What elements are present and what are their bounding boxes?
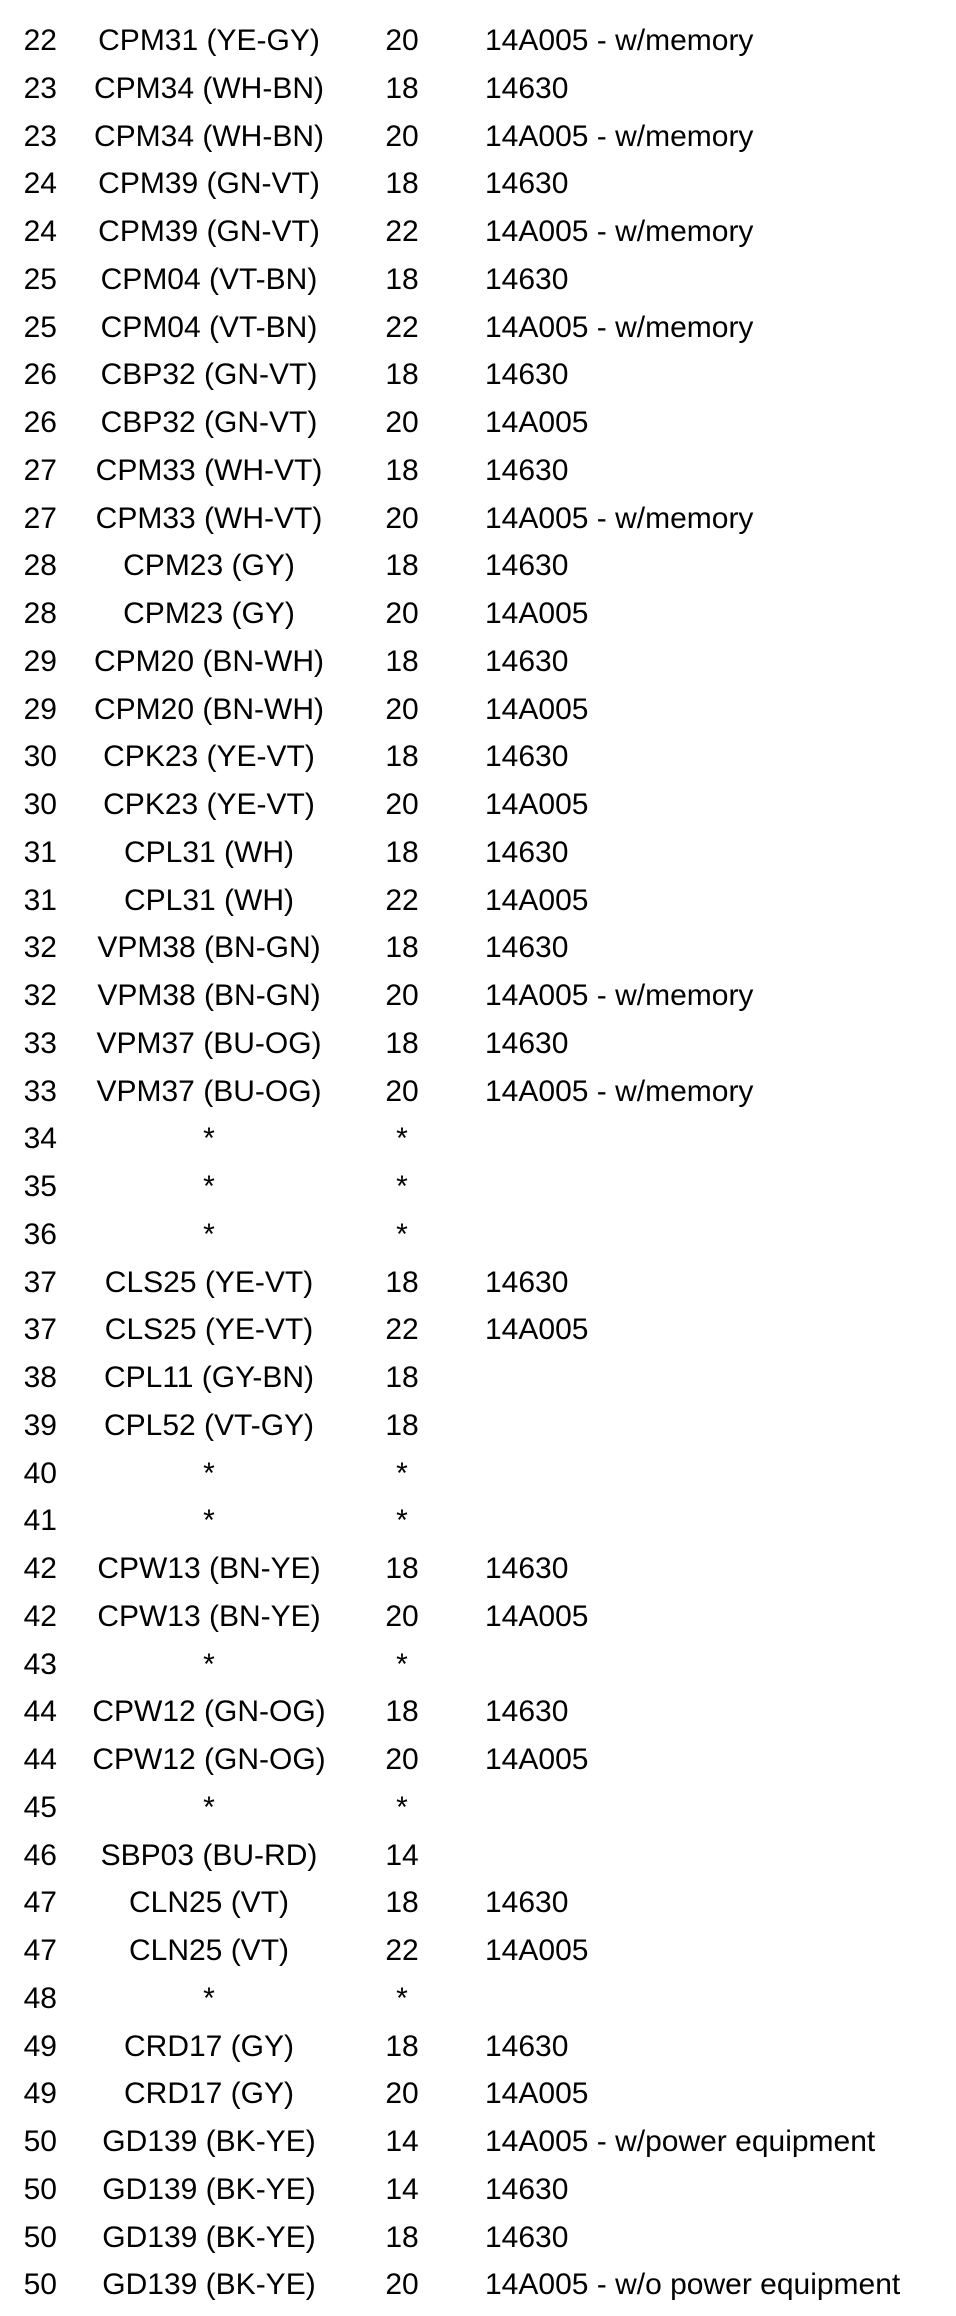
wire-gauge: 20	[385, 2077, 419, 2111]
circuit-code: CLS25 (YE-VT)	[104, 1265, 314, 1299]
pin-number: 39	[23, 1408, 57, 1442]
table-row	[0, 1306, 956, 1354]
table-row	[0, 1879, 956, 1927]
harness-part-number: 14A005	[485, 788, 589, 821]
harness-part-number: 14A005	[485, 597, 589, 630]
pin-number: 44	[23, 1743, 57, 1776]
wire-gauge: 18	[385, 71, 419, 105]
circuit-code: SBP03 (BU-RD)	[100, 1838, 318, 1872]
harness-part-number: 14630	[485, 835, 569, 869]
circuit-code: GD139 (BK-YE)	[102, 2172, 316, 2206]
circuit-code: *	[203, 1504, 215, 1538]
circuit-code: CPL52 (VT-GY)	[103, 1408, 315, 1442]
wire-gauge: 20	[385, 597, 419, 630]
table-row	[0, 972, 956, 1020]
circuit-code: CPK23 (YE-VT)	[103, 788, 315, 821]
wire-gauge: 20	[385, 1743, 419, 1776]
circuit-code: CPM33 (WH-VT)	[95, 501, 323, 535]
harness-part-number: 14630	[485, 2220, 569, 2254]
circuit-code: GD139 (BK-YE)	[102, 2220, 316, 2254]
pin-number: 36	[23, 1217, 57, 1251]
harness-part-number: 14630	[485, 2029, 569, 2063]
circuit-code: *	[203, 1170, 215, 1203]
harness-part-number: 14630	[485, 1265, 569, 1299]
harness-part-number: 14A005 - w/memory	[485, 501, 754, 535]
pin-number: 31	[23, 835, 57, 869]
wire-gauge: 18	[385, 262, 419, 296]
pin-number: 41	[23, 1504, 57, 1538]
wire-gauge: 20	[385, 501, 419, 535]
table-row	[0, 2118, 956, 2166]
circuit-code: CPL31 (WH)	[123, 883, 295, 917]
table-row	[0, 256, 956, 304]
circuit-code: VPM38 (BN-GN)	[97, 979, 321, 1012]
harness-part-number: 14A005	[485, 2077, 589, 2111]
table-row	[0, 829, 956, 877]
harness-part-number: 14A005 - w/memory	[485, 1074, 754, 1108]
harness-part-number: 14A005 - w/memory	[485, 24, 754, 57]
table-row	[0, 1736, 956, 1784]
harness-part-number: 14630	[485, 262, 569, 296]
wire-gauge: *	[396, 1217, 408, 1251]
circuit-code: GD139 (BK-YE)	[102, 2125, 316, 2158]
circuit-code: CPW12 (GN-OG)	[92, 1743, 326, 1776]
wire-gauge: 18	[385, 2220, 419, 2254]
table-row	[0, 1975, 956, 2023]
table-row	[0, 65, 956, 113]
pin-number: 28	[23, 597, 57, 630]
pin-number: 50	[23, 2268, 57, 2302]
circuit-code: CPW13 (BN-YE)	[97, 1599, 321, 1633]
circuit-code: *	[203, 1122, 215, 1156]
wire-gauge: 22	[385, 215, 419, 248]
table-row	[0, 17, 956, 65]
wire-gauge: *	[396, 1647, 408, 1681]
circuit-code: CLN25 (VT)	[128, 1886, 290, 1920]
circuit-code: CPL11 (GY-BN)	[103, 1361, 315, 1394]
circuit-code: CPM31 (YE-GY)	[98, 24, 320, 57]
circuit-code: CRD17 (GY)	[123, 2077, 295, 2111]
wire-gauge: 18	[385, 453, 419, 487]
wire-gauge: *	[396, 1456, 408, 1490]
harness-part-number: 14630	[485, 1026, 569, 1060]
harness-part-number: 14A005 - w/power equipment	[485, 2125, 876, 2158]
table-row	[0, 399, 956, 447]
wire-gauge: 18	[385, 1361, 419, 1394]
circuit-code: CPM23 (GY)	[123, 597, 295, 630]
harness-part-number: 14A005	[485, 1934, 589, 1967]
circuit-code: CPM39 (GN-VT)	[98, 215, 320, 248]
table-row	[0, 2023, 956, 2071]
table-row	[0, 495, 956, 543]
pin-number: 33	[23, 1026, 57, 1060]
circuit-code: *	[203, 1456, 215, 1490]
harness-part-number: 14A005	[485, 692, 589, 726]
wire-gauge: 14	[385, 2172, 419, 2206]
table-row	[0, 1450, 956, 1498]
pin-number: 29	[23, 692, 57, 726]
pin-number: 44	[23, 1695, 57, 1729]
harness-part-number: 14630	[485, 2172, 569, 2206]
harness-part-number: 14A005	[485, 1313, 589, 1347]
wire-gauge: 20	[385, 692, 419, 726]
table-row	[0, 1497, 956, 1545]
pin-number: 46	[23, 1838, 57, 1872]
wire-gauge: 20	[385, 24, 419, 57]
pin-number: 30	[23, 788, 57, 821]
harness-part-number: 14630	[485, 358, 569, 392]
circuit-code: GD139 (BK-YE)	[102, 2268, 316, 2302]
pin-number: 30	[23, 740, 57, 774]
wire-gauge: 22	[385, 883, 419, 917]
circuit-code: CPM39 (GN-VT)	[98, 167, 320, 201]
pin-number: 43	[23, 1647, 57, 1681]
wire-gauge: 18	[385, 549, 419, 583]
pin-number: 23	[23, 119, 57, 153]
circuit-code: CPM34 (WH-BN)	[94, 71, 324, 105]
table-row	[0, 1688, 956, 1736]
table-row	[0, 638, 956, 686]
circuit-code: CPL31 (WH)	[123, 835, 295, 869]
table-row	[0, 2070, 956, 2118]
harness-part-number: 14A005	[485, 883, 589, 917]
table-row	[0, 1211, 956, 1259]
table-row	[0, 304, 956, 352]
harness-part-number: 14A005	[485, 1743, 589, 1776]
pin-number: 24	[23, 167, 57, 201]
circuit-code: CBP32 (GN-VT)	[100, 406, 318, 439]
pin-number: 37	[23, 1313, 57, 1347]
harness-part-number: 14A005 - w/memory	[485, 215, 754, 248]
table-row	[0, 2214, 956, 2262]
wire-gauge: *	[396, 1981, 408, 2015]
table-row	[0, 542, 956, 590]
table-row	[0, 1259, 956, 1307]
circuit-code: CPW12 (GN-OG)	[92, 1695, 326, 1729]
pin-number: 23	[23, 71, 57, 105]
wire-gauge: *	[396, 1790, 408, 1824]
harness-part-number: 14630	[485, 644, 569, 678]
circuit-code: CPW13 (BN-YE)	[97, 1552, 321, 1585]
table-row	[0, 1163, 956, 1211]
pin-number: 25	[23, 310, 57, 344]
table-row	[0, 924, 956, 972]
circuit-code: *	[203, 1647, 215, 1681]
table-row	[0, 733, 956, 781]
pin-number: 42	[23, 1552, 57, 1585]
pin-number: 42	[23, 1599, 57, 1633]
table-row	[0, 1402, 956, 1450]
wire-gauge: 20	[385, 406, 419, 439]
pin-number: 49	[23, 2029, 57, 2063]
harness-part-number: 14A005	[485, 406, 589, 439]
pin-number: 38	[23, 1361, 57, 1394]
circuit-code: *	[203, 1217, 215, 1251]
table-row	[0, 1545, 956, 1593]
pin-number: 37	[23, 1265, 57, 1299]
wire-gauge: 18	[385, 644, 419, 678]
wire-gauge: 18	[385, 835, 419, 869]
pin-number: 28	[23, 549, 57, 583]
circuit-code: *	[203, 1981, 215, 2015]
circuit-code: CPM20 (BN-WH)	[94, 692, 324, 726]
harness-part-number: 14630	[485, 1886, 569, 1920]
pin-number: 48	[23, 1981, 57, 2015]
circuit-code: CPM23 (GY)	[123, 549, 295, 583]
pin-number: 40	[23, 1456, 57, 1490]
wire-gauge: *	[396, 1170, 408, 1203]
wire-gauge: 20	[385, 1074, 419, 1108]
wire-gauge: *	[396, 1122, 408, 1156]
table-row	[0, 351, 956, 399]
circuit-code: CPM33 (WH-VT)	[95, 453, 323, 487]
circuit-code: VPM37 (BU-OG)	[96, 1074, 322, 1108]
wire-gauge: 18	[385, 1886, 419, 1920]
pin-number: 45	[23, 1790, 57, 1824]
harness-part-number: 14630	[485, 167, 569, 201]
wire-gauge: 18	[385, 167, 419, 201]
harness-part-number: 14630	[485, 71, 569, 105]
pinout-table	[0, 17, 956, 2309]
wire-gauge: 18	[385, 2029, 419, 2063]
harness-part-number: 14A005 - w/memory	[485, 310, 754, 344]
table-row	[0, 447, 956, 495]
wire-gauge: 14	[385, 1838, 419, 1872]
harness-part-number: 14630	[485, 1552, 569, 1585]
table-row	[0, 686, 956, 734]
pin-number: 32	[23, 931, 57, 965]
harness-part-number: 14630	[485, 931, 569, 965]
table-row	[0, 1927, 956, 1975]
circuit-code: CPM20 (BN-WH)	[94, 644, 324, 678]
harness-part-number: 14630	[485, 453, 569, 487]
pin-number: 50	[23, 2220, 57, 2254]
table-row	[0, 1641, 956, 1689]
wire-gauge: 20	[385, 1599, 419, 1633]
harness-part-number: 14630	[485, 740, 569, 774]
pin-number: 31	[23, 883, 57, 917]
circuit-code: CRD17 (GY)	[123, 2029, 295, 2063]
circuit-code: CPM04 (VT-BN)	[100, 310, 318, 344]
pin-number: 47	[23, 1934, 57, 1967]
harness-part-number: 14A005 - w/memory	[485, 979, 754, 1012]
circuit-code: CLN25 (VT)	[128, 1934, 290, 1967]
pin-number: 32	[23, 979, 57, 1012]
harness-part-number: 14A005 - w/memory	[485, 119, 754, 153]
wire-gauge: 18	[385, 931, 419, 965]
wire-gauge: 18	[385, 358, 419, 392]
pin-number: 50	[23, 2172, 57, 2206]
wire-gauge: 18	[385, 740, 419, 774]
wire-gauge: 14	[385, 2125, 419, 2158]
harness-part-number: 14630	[485, 549, 569, 583]
table-row	[0, 1020, 956, 1068]
table-row	[0, 1784, 956, 1832]
circuit-code: CPK23 (YE-VT)	[103, 740, 315, 774]
wire-gauge: *	[396, 1504, 408, 1538]
pin-number: 49	[23, 2077, 57, 2111]
wire-gauge: 18	[385, 1026, 419, 1060]
circuit-code: *	[203, 1790, 215, 1824]
harness-part-number: 14A005	[485, 1599, 589, 1633]
wire-gauge: 22	[385, 310, 419, 344]
pin-number: 26	[23, 406, 57, 439]
table-row	[0, 877, 956, 925]
wire-gauge: 18	[385, 1408, 419, 1442]
table-row	[0, 1832, 956, 1880]
table-row	[0, 1068, 956, 1116]
circuit-code: CLS25 (YE-VT)	[104, 1313, 314, 1347]
pin-number: 27	[23, 501, 57, 535]
pin-number: 35	[23, 1170, 57, 1203]
pin-number: 34	[23, 1122, 57, 1156]
table-row	[0, 2166, 956, 2214]
wire-gauge: 20	[385, 119, 419, 153]
table-row	[0, 590, 956, 638]
table-row	[0, 1593, 956, 1641]
pin-number: 29	[23, 644, 57, 678]
wire-gauge: 22	[385, 1934, 419, 1967]
table-row	[0, 113, 956, 161]
table-row	[0, 2261, 956, 2309]
circuit-code: VPM38 (BN-GN)	[97, 931, 321, 965]
pin-number: 47	[23, 1886, 57, 1920]
pin-number: 25	[23, 262, 57, 296]
wire-gauge: 22	[385, 1313, 419, 1347]
pin-number: 27	[23, 453, 57, 487]
wire-gauge: 18	[385, 1265, 419, 1299]
pin-number: 26	[23, 358, 57, 392]
pin-number: 22	[23, 24, 57, 57]
wire-gauge: 20	[385, 2268, 419, 2302]
table-row	[0, 1115, 956, 1163]
wire-gauge: 20	[385, 979, 419, 1012]
table-row	[0, 160, 956, 208]
wire-gauge: 20	[385, 788, 419, 821]
harness-part-number: 14630	[485, 1695, 569, 1729]
pin-number: 50	[23, 2125, 57, 2158]
pin-number: 33	[23, 1074, 57, 1108]
table-row	[0, 208, 956, 256]
circuit-code: CPM04 (VT-BN)	[100, 262, 318, 296]
circuit-code: VPM37 (BU-OG)	[96, 1026, 322, 1060]
pin-number: 24	[23, 215, 57, 248]
wire-gauge: 18	[385, 1695, 419, 1729]
harness-part-number: 14A005 - w/o power equipment	[485, 2268, 901, 2302]
table-row	[0, 781, 956, 829]
wire-gauge: 18	[385, 1552, 419, 1585]
table-row	[0, 1354, 956, 1402]
circuit-code: CBP32 (GN-VT)	[100, 358, 318, 392]
circuit-code: CPM34 (WH-BN)	[94, 119, 324, 153]
